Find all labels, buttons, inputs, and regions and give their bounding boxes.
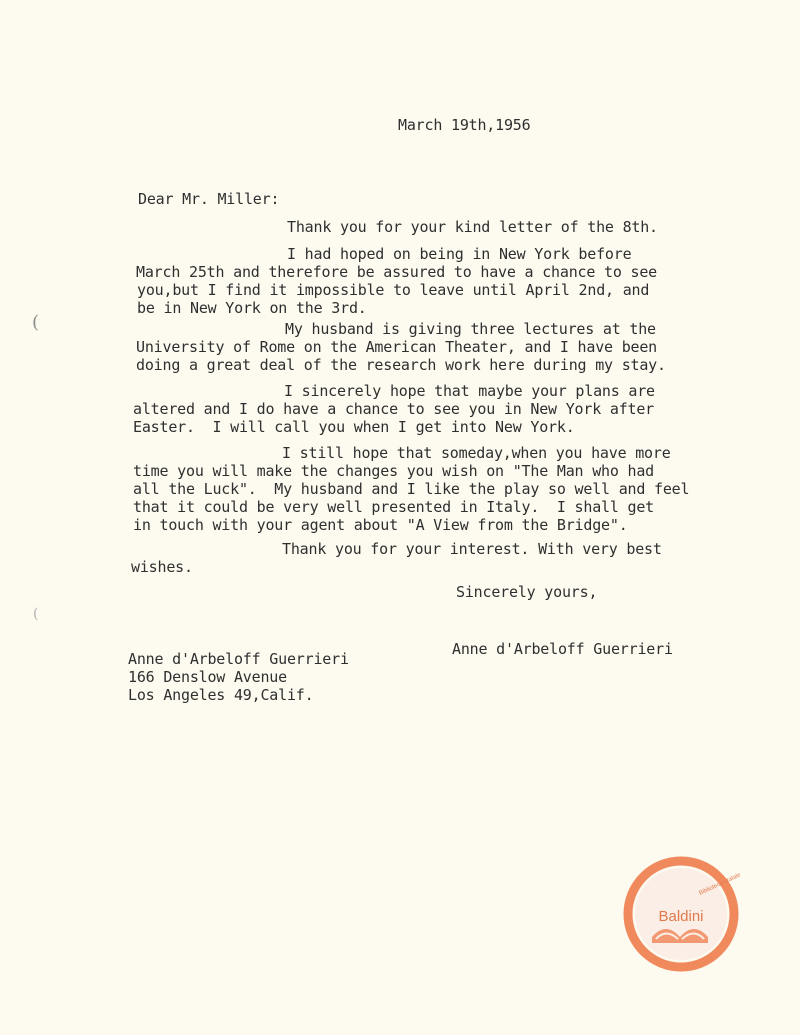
- paragraph-line: time you will make the changes you wish on "The Man who had: [133, 462, 655, 480]
- stamp-name: Baldini: [658, 908, 704, 925]
- typed-signature: Anne d'Arbeloff Guerrieri: [452, 640, 673, 658]
- paragraph-line: altered and I do have a chance to see you in New York after: [133, 400, 655, 418]
- address-line: Anne d'Arbeloff Guerrieri: [128, 650, 349, 668]
- paragraph-line: Thank you for your interest. With very best: [282, 540, 662, 558]
- paragraph-line: doing a great deal of the research work here during my stay.: [136, 356, 666, 374]
- letter-greeting: Dear Mr. Miller:: [138, 190, 280, 208]
- paragraph-line: that it could be very well presented in Italy. I shall get: [133, 498, 655, 516]
- library-stamp: [622, 855, 740, 973]
- address-line: Los Angeles 49,Calif.: [128, 686, 314, 704]
- address-line: 166 Denslow Avenue: [128, 668, 287, 686]
- paragraph-line: you,but I find it impossible to leave until April 2nd, and: [137, 281, 650, 299]
- margin-mark: (: [32, 312, 40, 333]
- stamp-top-text: Biblioteca statale: [698, 872, 740, 897]
- library-stamp-graphic: [622, 855, 740, 973]
- letter-date: March 19th,1956: [398, 116, 531, 134]
- paragraph-line: Thank you for your kind letter of the 8th.: [287, 218, 658, 236]
- letter-closing: Sincerely yours,: [456, 583, 598, 601]
- margin-mark: (: [33, 606, 39, 622]
- paragraph-line: all the Luck". My husband and I like the play so well and feel: [133, 480, 690, 498]
- paragraph-line: wishes.: [131, 558, 193, 576]
- paragraph-line: University of Rome on the American Theater, and I have been: [136, 338, 658, 356]
- paragraph-line: I sincerely hope that maybe your plans are: [284, 382, 655, 400]
- paragraph-line: I still hope that someday,when you have more: [282, 444, 671, 462]
- paragraph-line: I had hoped on being in New York before: [287, 245, 632, 263]
- paragraph-line: be in New York on the 3rd.: [137, 299, 367, 317]
- paragraph-line: in touch with your agent about "A View from the Bridge".: [133, 516, 628, 534]
- paragraph-line: Easter. I will call you when I get into New York.: [133, 418, 575, 436]
- paragraph-line: March 25th and therefore be assured to have a chance to see: [136, 263, 658, 281]
- paragraph-line: My husband is giving three lectures at the: [285, 320, 656, 338]
